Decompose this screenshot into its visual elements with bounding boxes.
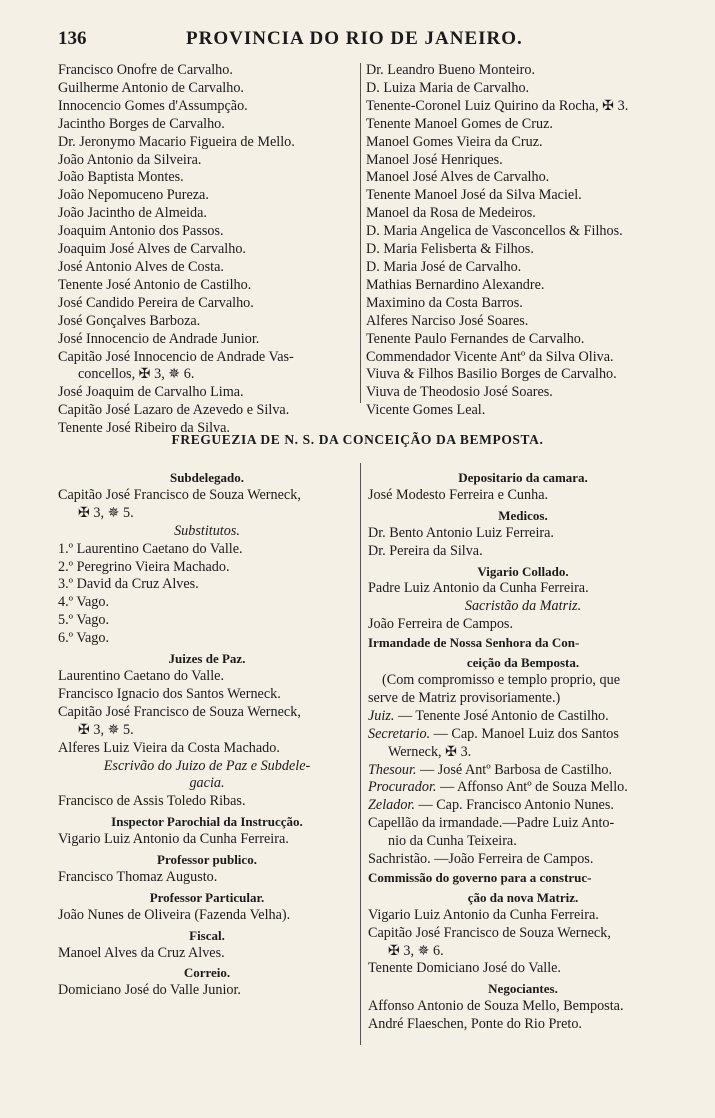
professor-particular-heading: Professor Particular.: [149, 889, 265, 905]
procurador-name: — Affonso Antº de Souza Mello.: [436, 779, 628, 796]
list-item: Dr. Leandro Bueno Monteiro.: [366, 62, 536, 78]
list-item: Commendador Vicente Antº da Silva Oliva.: [366, 348, 614, 365]
subdelegado-heading: Subdelegado.: [169, 470, 245, 485]
medicos-heading: Medicos.: [498, 507, 548, 523]
list-item: Jacintho Borges de Carvalho.: [58, 115, 225, 132]
juizes-heading: Juizes de Paz.: [168, 651, 246, 667]
juiz-item: Alferes Luiz Vieira da Costa Machado.: [58, 739, 280, 756]
fiscal-name: Manoel Alves da Cruz Alves.: [58, 944, 225, 961]
escrivao-heading-cont: gacia.: [189, 775, 225, 792]
list-item: Joaquim José Alves de Carvalho.: [58, 241, 246, 258]
inspector-heading: Inspector Parochial da Instrucção.: [111, 814, 303, 830]
list-item: Maximino da Costa Barros.: [366, 294, 523, 311]
top-right-column: [366, 62, 676, 420]
vigario-name: Padre Luiz Antonio da Cunha Ferreira.: [368, 580, 589, 597]
list-item: concellos, ✠ 3, ✵ 6.: [78, 366, 195, 383]
list-item: Vicente Gomes Leal.: [366, 402, 486, 419]
escrivao-heading: Escrivão do Juizo de Paz e Subdele-: [103, 757, 311, 774]
negociantes-heading: Negociantes.: [488, 981, 558, 997]
parish-left-column: [58, 467, 356, 1000]
escrivao-name: Francisco de Assis Toledo Ribas.: [58, 793, 246, 810]
page-header: [58, 28, 665, 54]
parish-right-column: [368, 467, 678, 1034]
list-item: Capitão José Innocencio de Andrade Vas-: [58, 348, 294, 365]
list-item: José Gonçalves Barboza.: [58, 312, 201, 329]
correio-heading: Correio.: [183, 965, 231, 981]
irmandade-juiz: [368, 708, 678, 726]
list-item: Manoel José Henriques.: [366, 151, 503, 168]
irmandade-note-cont: serve de Matriz provisoriamente.): [368, 689, 561, 706]
top-left-column: [58, 62, 354, 438]
juiz-item: Francisco Ignacio dos Santos Werneck.: [58, 685, 281, 702]
list-item: José Candido Pereira de Carvalho.: [58, 294, 254, 311]
professor-publico-name: Francisco Thomaz Augusto.: [58, 868, 218, 885]
professor-particular-name: João Nunes de Oliveira (Fazenda Velha).: [58, 906, 291, 923]
commissao-item: ✠ 3, ✵ 6.: [388, 942, 444, 959]
depositario-name: José Modesto Ferreira e Cunha.: [368, 486, 549, 503]
medico-item: Dr. Bento Antonio Luiz Ferreira.: [368, 524, 554, 541]
list-item: D. Luiza Maria de Carvalho.: [366, 79, 530, 96]
juiz-label: Juiz.: [368, 707, 395, 724]
substituto-item: 3.º David da Cruz Alves.: [58, 576, 199, 593]
juiz-name: — Tenente José Antonio de Castilho.: [394, 707, 609, 724]
list-item: José Joaquim de Carvalho Lima.: [58, 384, 244, 401]
secretario-name: — Cap. Manoel Luiz dos Santos: [430, 725, 619, 742]
depositario-heading: Depositario da camara.: [458, 470, 588, 485]
negociante-item: André Flaeschen, Ponte do Rio Preto.: [368, 1016, 582, 1033]
professor-publico-heading: Professor publico.: [157, 852, 257, 868]
irmandade-capellao-cont: nio da Cunha Teixeira.: [388, 833, 517, 850]
inspector-name: Vigario Luiz Antonio da Cunha Ferreira.: [58, 831, 289, 848]
correio-name: Domiciano José do Valle Junior.: [58, 982, 241, 999]
irmandade-secretario: [368, 726, 678, 744]
commissao-heading-cont: ção da nova Matriz.: [467, 889, 579, 905]
list-item: Dr. Jeronymo Macario Figueira de Mello.: [58, 133, 295, 150]
list-item: Tenente Manoel Gomes de Cruz.: [366, 115, 553, 132]
irmandade-thesoureiro: [368, 762, 678, 780]
list-item: Tenente-Coronel Luiz Quirino da Rocha, ✠ 3.: [366, 97, 629, 114]
list-item: João Baptista Montes.: [58, 169, 184, 186]
irmandade-heading-cont: ceição da Bemposta.: [466, 655, 580, 671]
list-item: Tenente José Antonio de Castilho.: [58, 276, 252, 293]
irmandade-secretario-cont: Werneck, ✠ 3.: [388, 743, 472, 760]
list-item: Tenente Manoel José da Silva Maciel.: [366, 187, 582, 204]
column-divider: [360, 463, 361, 1045]
commissao-item: Capitão José Francisco de Souza Werneck,: [368, 924, 611, 941]
subdelegado-name: Capitão José Francisco de Souza Werneck,: [58, 486, 301, 503]
irmandade-note: (Com compromisso e templo proprio, que: [382, 671, 621, 688]
fiscal-heading: Fiscal.: [189, 927, 225, 943]
list-item: João Nepomuceno Pureza.: [58, 187, 209, 204]
subdelegado-decorations: ✠ 3, ✵ 5.: [78, 504, 134, 521]
irmandade-sachristao: Sachristão. —João Ferreira de Campos.: [368, 851, 594, 868]
list-item: José Antonio Alves de Costa.: [58, 258, 224, 275]
juiz-item: Laurentino Caetano do Valle.: [58, 667, 224, 684]
zelador-label: Zelador.: [368, 797, 415, 814]
thesour-name: — José Antº Barbosa de Castilho.: [416, 761, 613, 778]
zelador-name: — Cap. Francisco Antonio Nunes.: [414, 797, 614, 814]
list-item: Viuva de Theodosio José Soares.: [366, 384, 553, 401]
list-item: Guilherme Antonio de Carvalho.: [58, 79, 244, 96]
substituto-item: 5.º Vago.: [58, 612, 110, 629]
commissao-heading: Commissão do governo para a construc-: [368, 869, 592, 885]
list-item: Francisco Onofre de Carvalho.: [58, 62, 233, 78]
medico-item: Dr. Pereira da Silva.: [368, 542, 483, 559]
list-item: Capitão José Lazaro de Azevedo e Silva.: [58, 402, 290, 419]
list-item: D. Maria Angelica de Vasconcellos & Filhos.: [366, 223, 623, 240]
thesour-label: Thesour.: [368, 761, 417, 778]
substituto-item: 4.º Vago.: [58, 594, 110, 611]
page-title: PROVINCIA DO RIO DE JANEIRO.: [186, 28, 523, 49]
list-item: Mathias Bernardino Alexandre.: [366, 276, 545, 293]
section-title: FREGUEZIA DE N. S. DA CONCEIÇÃO DA BEMPOSTA.: [171, 432, 544, 447]
substitutos-heading: Substitutos.: [174, 522, 240, 539]
sacristao-heading: Sacristão da Matriz.: [464, 598, 582, 615]
irmandade-heading: Irmandade de Nossa Senhora da Con-: [368, 635, 580, 651]
list-item: Tenente José Ribeiro da Silva.: [58, 420, 230, 437]
commissao-item: Tenente Domiciano José do Valle.: [368, 960, 561, 977]
column-divider: [360, 63, 361, 403]
list-item: Innocencio Gomes d'Assumpção.: [58, 97, 248, 114]
irmandade-procurador: [368, 779, 678, 797]
list-item: Manoel José Alves de Carvalho.: [366, 169, 550, 186]
list-item: Joaquim Antonio dos Passos.: [58, 223, 224, 240]
irmandade-capellao: Capellão da irmandade.—Padre Luiz Anto-: [368, 815, 615, 832]
list-item: João Antonio da Silveira.: [58, 151, 202, 168]
list-item: D. Maria Felisberta & Filhos.: [366, 241, 534, 258]
substituto-item: 2.º Peregrino Vieira Machado.: [58, 558, 230, 575]
juiz-item: Capitão José Francisco de Souza Werneck,: [58, 703, 301, 720]
list-item: Manoel da Rosa de Medeiros.: [366, 205, 536, 222]
list-item: João Jacintho de Almeida.: [58, 205, 207, 222]
negociante-item: Affonso Antonio de Souza Mello, Bemposta.: [368, 998, 624, 1015]
juiz-item: ✠ 3, ✵ 5.: [78, 721, 134, 738]
page-number: 136: [58, 28, 87, 49]
list-item: José Innocencio de Andrade Junior.: [58, 330, 260, 347]
substituto-item: 1.º Laurentino Caetano do Valle.: [58, 540, 243, 557]
list-item: Alferes Narciso José Soares.: [366, 312, 529, 329]
procurador-label: Procurador.: [368, 779, 437, 796]
list-item: Viuva & Filhos Basilio Borges de Carvalho.: [366, 366, 617, 383]
substituto-item: 6.º Vago.: [58, 630, 110, 647]
secretario-label: Secretario.: [368, 725, 431, 742]
commissao-item: Vigario Luiz Antonio da Cunha Ferreira.: [368, 906, 599, 923]
irmandade-zelador: [368, 797, 678, 815]
sacristao-name: João Ferreira de Campos.: [368, 616, 513, 633]
list-item: Manoel Gomes Vieira da Cruz.: [366, 133, 543, 150]
list-item: D. Maria José de Carvalho.: [366, 258, 522, 275]
vigario-heading: Vigario Collado.: [477, 563, 569, 579]
list-item: Tenente Paulo Fernandes de Carvalho.: [366, 330, 585, 347]
